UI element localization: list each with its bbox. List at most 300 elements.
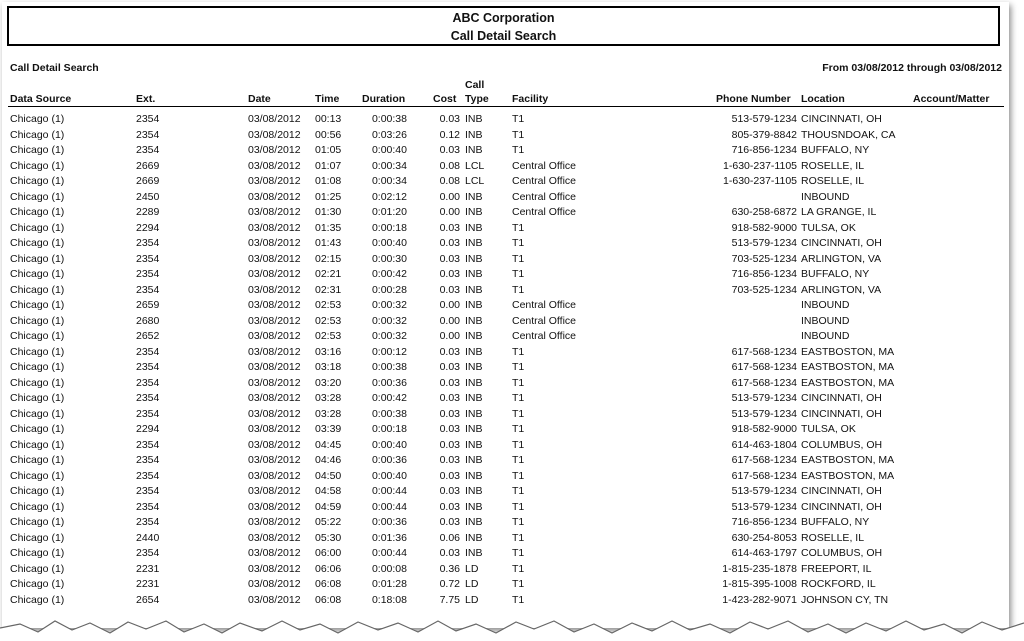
cell-phone-number: 805-379-8842 (731, 128, 797, 141)
cell-location: INBOUND (801, 330, 850, 342)
column-header-data-source: Data Source (10, 93, 72, 105)
cell-facility: Central Office (512, 175, 576, 187)
cell-time: 06:00 (315, 547, 342, 559)
cell-location: TULSA, OK (801, 221, 856, 234)
cell-facility: T1 (512, 500, 525, 513)
cell-cost: 0.03 (439, 268, 460, 280)
cell-duration: 0:00:12 (371, 345, 407, 358)
cell-location: BUFFALO, NY (801, 268, 870, 280)
cell-call-type: INB (465, 283, 483, 296)
cell-facility: Central Office (512, 299, 576, 311)
cell-phone-number: 513-579-1234 (731, 237, 797, 249)
cell-cost: 0.00 (439, 299, 460, 311)
cell-time: 01:08 (315, 175, 342, 187)
cell-data-source: Chicago (1) (10, 593, 65, 606)
report-sheet (2, 2, 1009, 628)
cell-data-source: Chicago (1) (10, 407, 65, 420)
cell-ext: 2354 (136, 113, 160, 125)
cell-date: 03/08/2012 (248, 516, 301, 528)
cell-ext: 2354 (136, 516, 160, 528)
cell-facility: T1 (512, 376, 525, 389)
cell-facility: T1 (512, 593, 525, 606)
cell-cost: 0.03 (439, 345, 460, 358)
cell-data-source: Chicago (1) (10, 547, 65, 559)
cell-duration: 0:00:34 (371, 159, 407, 172)
column-header-date: Date (248, 93, 271, 105)
cell-date: 03/08/2012 (248, 144, 301, 156)
cell-time: 05:22 (315, 516, 342, 528)
cell-location: CINCINNATI, OH (801, 113, 882, 125)
cell-data-source: Chicago (1) (10, 144, 65, 156)
cell-location: EASTBOSTON, MA (801, 376, 895, 389)
cell-duration: 0:00:42 (371, 268, 407, 280)
cell-location: FREEPORT, IL (801, 562, 872, 575)
cell-time: 06:06 (315, 562, 342, 575)
cell-duration: 0:02:12 (371, 190, 407, 203)
table-row (2, 500, 1009, 516)
cell-data-source: Chicago (1) (10, 485, 65, 497)
cell-call-type: LD (465, 578, 479, 590)
table-row (2, 221, 1009, 237)
cell-location: LA GRANGE, IL (801, 206, 877, 218)
cell-date: 03/08/2012 (248, 423, 301, 435)
table-row (2, 205, 1009, 221)
cell-cost: 0.03 (439, 221, 460, 234)
cell-duration: 0:00:44 (371, 485, 407, 497)
column-header-account-matter: Account/Matter (913, 93, 990, 105)
cell-time: 05:30 (315, 531, 342, 544)
cell-duration: 0:00:44 (371, 547, 407, 559)
cell-phone-number: 1-423-282-9071 (722, 593, 797, 606)
cell-phone-number: 513-579-1234 (731, 485, 797, 497)
table-row (2, 190, 1009, 206)
cell-call-type: INB (465, 516, 483, 528)
cell-call-type: INB (465, 423, 483, 435)
cell-call-type: INB (465, 268, 483, 280)
cell-call-type: INB (465, 547, 483, 559)
cell-facility: T1 (512, 237, 525, 249)
cell-data-source: Chicago (1) (10, 252, 65, 265)
cell-call-type: INB (465, 190, 483, 203)
report-title-box (7, 6, 1000, 46)
cell-call-type: INB (465, 531, 483, 544)
cell-time: 02:53 (315, 330, 342, 342)
cell-duration: 0:00:32 (371, 330, 407, 342)
cell-cost: 0.06 (439, 531, 460, 544)
cell-ext: 2450 (136, 190, 160, 203)
table-row (2, 376, 1009, 392)
cell-facility: Central Office (512, 206, 576, 218)
table-row (2, 236, 1009, 252)
cell-cost: 0.00 (439, 330, 460, 342)
table-row (2, 329, 1009, 345)
table-row (2, 360, 1009, 376)
cell-location: TULSA, OK (801, 423, 856, 435)
cell-duration: 0:00:40 (371, 438, 407, 451)
cell-facility: T1 (512, 531, 525, 544)
cell-time: 01:25 (315, 190, 342, 203)
cell-phone-number: 1-630-237-1105 (723, 175, 797, 187)
cell-location: EASTBOSTON, MA (801, 469, 895, 482)
cell-ext: 2354 (136, 407, 160, 420)
cell-facility: Central Office (512, 159, 576, 172)
cell-duration: 0:00:30 (371, 252, 407, 265)
table-row (2, 174, 1009, 190)
cell-call-type: INB (465, 469, 483, 482)
cell-cost: 0.72 (439, 578, 460, 590)
cell-duration: 0:00:44 (371, 500, 407, 513)
cell-facility: T1 (512, 361, 525, 373)
cell-location: ROSELLE, IL (801, 159, 865, 172)
cell-ext: 2354 (136, 454, 160, 466)
cell-duration: 0:01:28 (371, 578, 407, 590)
cell-phone-number: 918-582-9000 (731, 423, 797, 435)
cell-time: 00:13 (315, 113, 342, 125)
cell-time: 04:46 (315, 454, 342, 466)
cell-cost: 0.03 (439, 392, 460, 404)
cell-cost: 0.36 (439, 562, 460, 575)
table-row (2, 562, 1009, 578)
cell-cost: 0.03 (439, 113, 460, 125)
cell-ext: 2354 (136, 500, 160, 513)
cell-cost: 0.03 (439, 423, 460, 435)
table-row (2, 515, 1009, 531)
cell-time: 01:07 (315, 159, 342, 172)
cell-data-source: Chicago (1) (10, 299, 65, 311)
cell-cost: 0.00 (439, 190, 460, 203)
cell-call-type: LD (465, 593, 479, 606)
cell-time: 03:16 (315, 345, 342, 358)
cell-data-source: Chicago (1) (10, 392, 65, 404)
cell-duration: 0:00:08 (371, 562, 407, 575)
cell-facility: T1 (512, 407, 525, 420)
cell-cost: 7.75 (439, 593, 460, 606)
cell-time: 02:31 (315, 283, 342, 296)
cell-data-source: Chicago (1) (10, 221, 65, 234)
cell-ext: 2231 (136, 578, 160, 590)
cell-location: COLUMBUS, OH (801, 547, 883, 559)
date-range: From 03/08/2012 through 03/08/2012 (822, 62, 1002, 74)
cell-time: 03:39 (315, 423, 342, 435)
cell-time: 02:21 (315, 268, 342, 280)
cell-time: 03:20 (315, 376, 342, 389)
cell-phone-number: 513-579-1234 (731, 407, 797, 420)
cell-data-source: Chicago (1) (10, 268, 65, 280)
cell-call-type: INB (465, 330, 483, 342)
cell-cost: 0.03 (439, 485, 460, 497)
cell-data-source: Chicago (1) (10, 113, 65, 125)
cell-location: BUFFALO, NY (801, 516, 870, 528)
cell-phone-number: 716-856-1234 (731, 268, 797, 280)
report-title: Call Detail Search (450, 29, 557, 43)
cell-time: 02:15 (315, 252, 342, 265)
cell-data-source: Chicago (1) (10, 500, 65, 513)
cell-location: ARLINGTON, VA (801, 252, 882, 265)
cell-duration: 0:01:20 (371, 206, 407, 218)
cell-facility: T1 (512, 144, 525, 156)
cell-phone-number: 1-630-237-1105 (723, 159, 797, 172)
cell-date: 03/08/2012 (248, 469, 301, 482)
cell-date: 03/08/2012 (248, 376, 301, 389)
cell-data-source: Chicago (1) (10, 330, 65, 342)
cell-facility: T1 (512, 547, 525, 559)
cell-time: 04:45 (315, 438, 342, 451)
cell-location: BUFFALO, NY (801, 144, 870, 156)
cell-time: 03:28 (315, 407, 342, 420)
table-row (2, 298, 1009, 314)
cell-duration: 0:01:36 (371, 531, 407, 544)
cell-date: 03/08/2012 (248, 113, 301, 125)
cell-call-type: INB (465, 361, 483, 373)
cell-date: 03/08/2012 (248, 454, 301, 466)
cell-date: 03/08/2012 (248, 206, 301, 218)
cell-duration: 0:00:28 (371, 283, 407, 296)
cell-facility: T1 (512, 392, 525, 404)
table-row (2, 112, 1009, 128)
cell-ext: 2654 (136, 593, 160, 606)
cell-date: 03/08/2012 (248, 237, 301, 249)
table-row (2, 143, 1009, 159)
cell-ext: 2354 (136, 485, 160, 497)
cell-date: 03/08/2012 (248, 252, 301, 265)
cell-call-type: INB (465, 314, 483, 327)
cell-date: 03/08/2012 (248, 407, 301, 420)
cell-ext: 2354 (136, 345, 160, 358)
cell-ext: 2354 (136, 268, 160, 280)
cell-facility: T1 (512, 268, 525, 280)
cell-facility: T1 (512, 128, 525, 141)
cell-call-type: INB (465, 485, 483, 497)
column-header-location: Location (801, 93, 845, 105)
cell-date: 03/08/2012 (248, 283, 301, 296)
cell-call-type: INB (465, 252, 483, 265)
cell-date: 03/08/2012 (248, 531, 301, 544)
company-name: ABC Corporation (452, 11, 555, 25)
cell-ext: 2354 (136, 392, 160, 404)
cell-call-type: INB (465, 454, 483, 466)
cell-date: 03/08/2012 (248, 190, 301, 203)
table-row (2, 345, 1009, 361)
cell-cost: 0.03 (439, 407, 460, 420)
cell-cost: 0.03 (439, 376, 460, 389)
cell-location: EASTBOSTON, MA (801, 361, 895, 373)
cell-data-source: Chicago (1) (10, 345, 65, 358)
cell-duration: 0:00:42 (371, 392, 407, 404)
cell-ext: 2354 (136, 547, 160, 559)
cell-ext: 2669 (136, 159, 160, 172)
cell-duration: 0:00:40 (371, 469, 407, 482)
cell-date: 03/08/2012 (248, 438, 301, 451)
cell-cost: 0.03 (439, 547, 460, 559)
cell-duration: 0:00:34 (371, 175, 407, 187)
table-row (2, 438, 1009, 454)
cell-time: 04:50 (315, 469, 342, 482)
cell-date: 03/08/2012 (248, 500, 301, 513)
cell-call-type: LD (465, 562, 479, 575)
cell-time: 04:59 (315, 500, 342, 513)
cell-cost: 0.03 (439, 516, 460, 528)
cell-data-source: Chicago (1) (10, 314, 65, 327)
cell-duration: 0:00:38 (371, 361, 407, 373)
cell-cost: 0.03 (439, 469, 460, 482)
cell-duration: 0:00:18 (371, 221, 407, 234)
cell-cost: 0.00 (439, 206, 460, 218)
cell-date: 03/08/2012 (248, 593, 301, 606)
cell-facility: T1 (512, 113, 525, 125)
cell-duration: 0:03:26 (371, 128, 407, 141)
cell-duration: 0:00:32 (371, 314, 407, 327)
cell-date: 03/08/2012 (248, 562, 301, 575)
cell-data-source: Chicago (1) (10, 283, 65, 296)
cell-location: ROSELLE, IL (801, 175, 865, 187)
cell-date: 03/08/2012 (248, 299, 301, 311)
cell-data-source: Chicago (1) (10, 438, 65, 451)
cell-phone-number: 630-254-8053 (731, 531, 797, 544)
cell-data-source: Chicago (1) (10, 562, 65, 575)
cell-date: 03/08/2012 (248, 175, 301, 187)
cell-cost: 0.03 (439, 252, 460, 265)
cell-data-source: Chicago (1) (10, 578, 65, 590)
cell-ext: 2231 (136, 562, 160, 575)
cell-date: 03/08/2012 (248, 221, 301, 234)
cell-data-source: Chicago (1) (10, 423, 65, 435)
cell-data-source: Chicago (1) (10, 128, 65, 141)
cell-location: THOUSNDOAK, CA (801, 128, 896, 141)
cell-facility: T1 (512, 423, 525, 435)
cell-time: 03:18 (315, 361, 342, 373)
table-row (2, 252, 1009, 268)
cell-phone-number: 513-579-1234 (731, 392, 797, 404)
cell-data-source: Chicago (1) (10, 454, 65, 466)
cell-phone-number: 617-568-1234 (731, 345, 797, 358)
cell-cost: 0.03 (439, 438, 460, 451)
cell-location: INBOUND (801, 314, 850, 327)
table-row (2, 283, 1009, 299)
cell-ext: 2354 (136, 144, 160, 156)
cell-cost: 0.00 (439, 314, 460, 327)
cell-data-source: Chicago (1) (10, 469, 65, 482)
cell-cost: 0.08 (439, 175, 460, 187)
cell-duration: 0:00:36 (371, 376, 407, 389)
table-row (2, 407, 1009, 423)
table-row (2, 484, 1009, 500)
cell-phone-number: 1-815-235-1878 (722, 562, 797, 575)
cell-location: EASTBOSTON, MA (801, 454, 895, 466)
cell-date: 03/08/2012 (248, 128, 301, 141)
cell-cost: 0.12 (439, 128, 460, 141)
cell-phone-number: 614-463-1804 (731, 438, 797, 451)
cell-facility: Central Office (512, 314, 576, 327)
cell-time: 03:28 (315, 392, 342, 404)
cell-date: 03/08/2012 (248, 159, 301, 172)
cell-call-type: LCL (465, 159, 485, 172)
cell-facility: Central Office (512, 190, 576, 203)
table-row (2, 267, 1009, 283)
cell-ext: 2440 (136, 531, 160, 544)
cell-call-type: INB (465, 500, 483, 513)
cell-facility: T1 (512, 221, 525, 234)
cell-date: 03/08/2012 (248, 314, 301, 327)
cell-ext: 2354 (136, 469, 160, 482)
cell-date: 03/08/2012 (248, 330, 301, 342)
table-row (2, 391, 1009, 407)
table-row (2, 546, 1009, 562)
cell-facility: T1 (512, 252, 525, 265)
cell-location: COLUMBUS, OH (801, 438, 883, 451)
cell-cost: 0.03 (439, 283, 460, 296)
cell-ext: 2669 (136, 175, 160, 187)
cell-phone-number: 513-579-1234 (731, 500, 797, 513)
cell-ext: 2680 (136, 314, 160, 327)
call-detail-rows (2, 112, 1009, 608)
cell-ext: 2354 (136, 252, 160, 265)
cell-location: CINCINNATI, OH (801, 237, 882, 249)
cell-date: 03/08/2012 (248, 345, 301, 358)
cell-data-source: Chicago (1) (10, 531, 65, 544)
cell-facility: T1 (512, 485, 525, 497)
cell-data-source: Chicago (1) (10, 159, 65, 172)
cell-phone-number: 918-582-9000 (731, 221, 797, 234)
column-header-call: Call (465, 79, 485, 91)
cell-ext: 2652 (136, 330, 160, 342)
cell-phone-number: 614-463-1797 (731, 547, 797, 559)
cell-facility: T1 (512, 516, 525, 528)
torn-edge (0, 588, 1024, 641)
cell-call-type: INB (465, 407, 483, 420)
cell-cost: 0.03 (439, 144, 460, 156)
cell-location: CINCINNATI, OH (801, 392, 882, 404)
column-header-time: Time (315, 93, 340, 105)
cell-call-type: INB (465, 221, 483, 234)
table-row (2, 128, 1009, 144)
cell-call-type: LCL (465, 175, 485, 187)
cell-time: 01:30 (315, 206, 342, 218)
column-header-phone-number: Phone Number (716, 93, 791, 105)
cell-call-type: INB (465, 299, 483, 311)
cell-call-type: INB (465, 345, 483, 358)
cell-facility: T1 (512, 578, 525, 590)
cell-time: 06:08 (315, 578, 342, 590)
cell-time: 00:56 (315, 128, 342, 141)
cell-ext: 2289 (136, 206, 160, 218)
cell-call-type: INB (465, 128, 483, 141)
column-header-ext: Ext. (136, 93, 156, 105)
cell-time: 01:43 (315, 237, 342, 249)
cell-ext: 2294 (136, 221, 160, 234)
cell-phone-number: 1-815-395-1008 (722, 578, 797, 590)
cell-ext: 2659 (136, 299, 160, 311)
cell-ext: 2354 (136, 438, 160, 451)
cell-call-type: INB (465, 237, 483, 249)
cell-data-source: Chicago (1) (10, 516, 65, 528)
cell-duration: 0:00:40 (371, 237, 407, 249)
table-row (2, 453, 1009, 469)
cell-location: JOHNSON CY, TN (801, 593, 889, 606)
cell-location: CINCINNATI, OH (801, 500, 882, 513)
table-row (2, 531, 1009, 547)
cell-cost: 0.03 (439, 237, 460, 249)
cell-duration: 0:00:38 (371, 407, 407, 420)
cell-call-type: INB (465, 144, 483, 156)
table-row (2, 314, 1009, 330)
cell-phone-number: 617-568-1234 (731, 469, 797, 482)
cell-ext: 2354 (136, 283, 160, 296)
cell-duration: 0:00:40 (371, 144, 407, 156)
cell-date: 03/08/2012 (248, 392, 301, 404)
cell-time: 02:53 (315, 314, 342, 327)
cell-cost: 0.08 (439, 159, 460, 172)
column-header-cost: Cost (433, 93, 457, 105)
